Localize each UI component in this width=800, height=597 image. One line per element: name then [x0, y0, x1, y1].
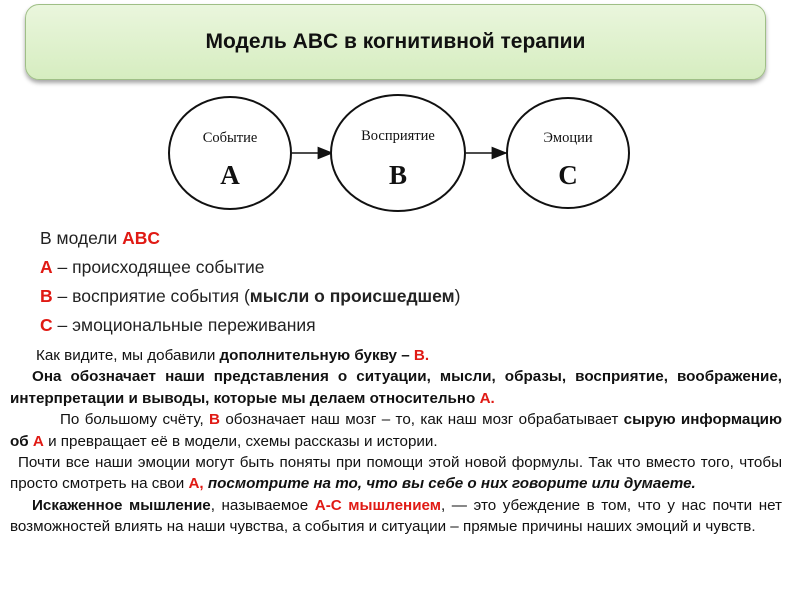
legend-letter-b: B: [40, 286, 53, 306]
legend-dash: –: [52, 286, 73, 306]
p2-letter: A.: [479, 389, 495, 407]
legend-heading: [40, 224, 460, 253]
legend-text-b-bold: мысли о происшедшем: [249, 286, 455, 306]
legend-dash: –: [52, 315, 73, 335]
legend-text-b-close: ): [454, 286, 461, 306]
p3-text-c: и превращает её в модели, схемы рассказы и истории.: [43, 432, 438, 450]
legend-item-c: [40, 311, 460, 340]
p1-bold: дополнительную букву –: [219, 347, 414, 364]
page-title: Модель ABC в когнитивной терапии: [205, 30, 586, 53]
paragraph-3: [10, 409, 782, 452]
node-b-letter: B: [388, 160, 408, 190]
legend-item-b: [40, 282, 460, 311]
node-b-name: Восприятие: [361, 128, 435, 144]
p1-text: Как видите, мы добавили: [36, 347, 220, 364]
p5-red: A-C мышлением: [314, 496, 442, 514]
paragraph-2: [10, 366, 782, 409]
legend-dash: –: [52, 257, 73, 277]
paragraph-1: [10, 345, 782, 366]
legend-text-c: эмоциональные переживания: [72, 315, 316, 335]
node-c-letter: C: [558, 160, 578, 190]
legend-item-a: [40, 253, 460, 282]
abc-legend: [40, 224, 460, 340]
p5-bold: Искаженное мышление: [32, 496, 211, 514]
p4-text: Почти все наши эмоции могут быть поняты при помощи этой новой формулы. Так что вместо того, чтобы просто смотреть на свои: [10, 454, 782, 493]
p4-bold-italic: посмотрите на то, что вы себе о них говорите или думаете.: [203, 475, 696, 493]
p5-text-a: , называемое: [210, 496, 315, 514]
node-a-name: Событие: [202, 130, 258, 146]
node-b: [331, 95, 465, 211]
node-a: [169, 97, 291, 209]
body-text: [10, 345, 782, 538]
legend-letter-c: C: [40, 315, 53, 335]
p3-text-b: обозначает наш мозг – то, как наш мозг обрабатывает: [220, 411, 624, 429]
legend-heading-prefix: В модели: [40, 228, 123, 248]
p5-text-b: , — это убеждение в том, что у нас почти нет возможностей влиять на наши чувства, а события и ситуации – прямые причины наших эмоций и чувств.: [10, 496, 782, 536]
legend-text-a: происходящее событие: [72, 257, 265, 277]
abc-diagram: [0, 90, 800, 230]
p3-letter-a: A: [32, 432, 44, 450]
paragraph-5: [10, 495, 782, 538]
p3-bold: сырую информацию об: [10, 411, 782, 450]
title-banner: [25, 4, 766, 80]
paragraph-4: [10, 452, 782, 495]
legend-letter-a: A: [40, 257, 53, 277]
p3-text-a: По большому счёту,: [60, 411, 210, 429]
legend-heading-abc: ABC: [122, 228, 161, 248]
p1-letter: B.: [413, 347, 430, 364]
node-a-letter: A: [220, 160, 240, 190]
p3-letter-b: B: [209, 411, 220, 429]
legend-text-b: восприятие события (: [72, 286, 250, 306]
node-c-name: Эмоции: [543, 130, 593, 146]
p4-letter: A,: [188, 475, 204, 493]
p2-bold: Она обозначает наши представления о ситуации, мысли, образы, восприятие, воображение, интерпретации и выводы, которые мы делаем относительно: [10, 368, 782, 407]
node-c: [507, 98, 629, 208]
